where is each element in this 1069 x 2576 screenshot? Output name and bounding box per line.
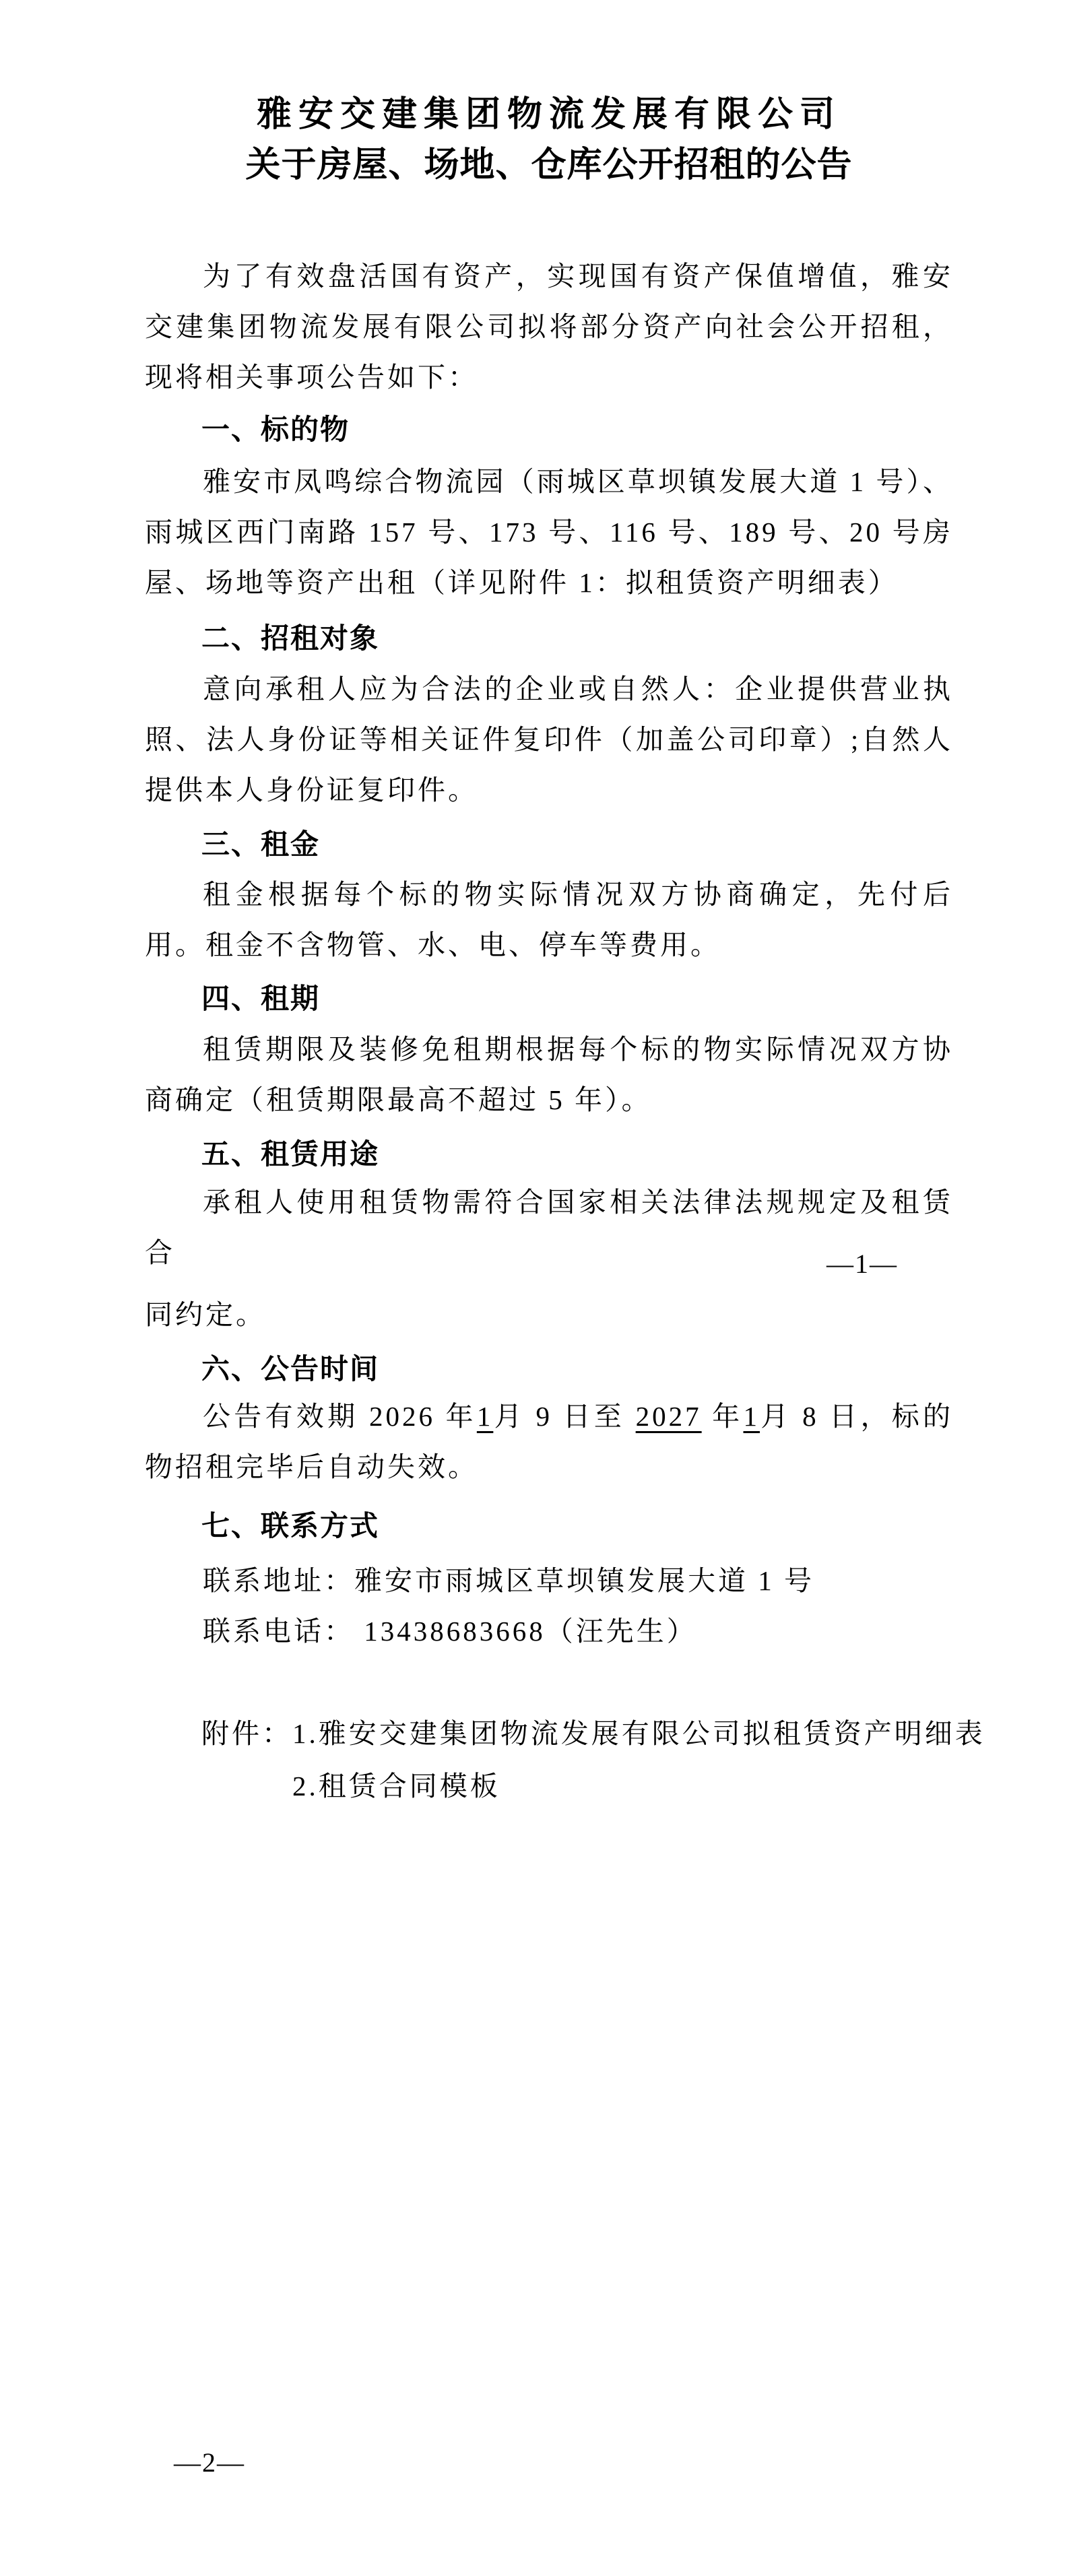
text-segment: 年 (701, 1401, 744, 1432)
section-heading-lease-use: 五、租赁用途 (201, 1138, 380, 1170)
section-heading-announcement-period: 六、公告时间 (201, 1353, 380, 1385)
section-paragraph-lease-use-part2: 同约定。 (145, 1299, 266, 1330)
section-heading-subject: 一、标的物 (201, 414, 350, 445)
underlined-date-segment: 2027 (635, 1401, 702, 1432)
text-segment: 月 9 日至 (493, 1401, 636, 1432)
attachment-item-1: 1.雅安交建集团物流发展有限公司拟租赁资产明细表 (292, 1718, 985, 1749)
underlined-date-segment: 1 (476, 1401, 494, 1432)
page-number-2: —2— (174, 2447, 245, 2478)
document-title-line-2: 关于房屋、场地、仓库公开招租的公告 (245, 146, 853, 185)
section-paragraph-subject: 雅安市凤鸣综合物流园（雨城区草坝镇发展大道 1 号）、雨城区西门南路 157 号、173 号、116 号、189 号、20 号房屋、场地等资产出租（详见附件 1：拟租赁资产明细表） (145, 466, 953, 598)
attachments-label: 附件： (201, 1718, 292, 1749)
attachments-block (201, 1707, 985, 1812)
page-number-1: —1— (827, 1249, 898, 1279)
section-heading-contact: 七、联系方式 (201, 1510, 380, 1542)
underlined-date-segment: 1 (743, 1401, 760, 1432)
document-title-line-1: 雅安交建集团物流发展有限公司 (256, 96, 841, 134)
section-paragraph-lease-term: 租赁期限及装修免租期根据每个标的物实际情况双方协商确定（租赁期限最高不超过 5 年）。 (145, 1034, 953, 1115)
contact-address-line: 联系地址：雅安市雨城区草坝镇发展大道 1 号 (203, 1565, 814, 1596)
section-heading-rent: 三、租金 (201, 828, 321, 860)
attachment-item-2: 2.租赁合同模板 (292, 1771, 500, 1802)
text-segment: 月 8 日，标的物招租完毕后自动失效。 (145, 1401, 954, 1482)
intro-paragraph: 为了有效盘活国有资产，实现国有资产保值增值，雅安交建集团物流发展有限公司拟将部分资产向社会公开招租，现将相关事项公告如下： (145, 261, 953, 393)
contact-phone-line: 联系电话： 13438683668（汪先生） (203, 1616, 697, 1647)
text-segment: 公告有效期 2026 年 (203, 1401, 477, 1432)
section-paragraph-target-lessees: 意向承租人应为合法的企业或自然人：企业提供营业执照、法人身份证等相关证件复印件（加盖公司印章）;自然人提供本人身份证复印件。 (145, 673, 953, 805)
section-paragraph-announcement-period (145, 1391, 953, 1492)
section-heading-lease-term: 四、租期 (201, 983, 321, 1014)
section-heading-target-lessees: 二、招租对象 (201, 622, 380, 654)
section-paragraph-rent: 租金根据每个标的物实际情况双方协商确定，先付后用。租金不含物管、水、电、停车等费用。 (145, 879, 953, 960)
section-paragraph-lease-use-part1: 承租人使用租赁物需符合国家相关法律法规规定及租赁合 (145, 1187, 953, 1268)
